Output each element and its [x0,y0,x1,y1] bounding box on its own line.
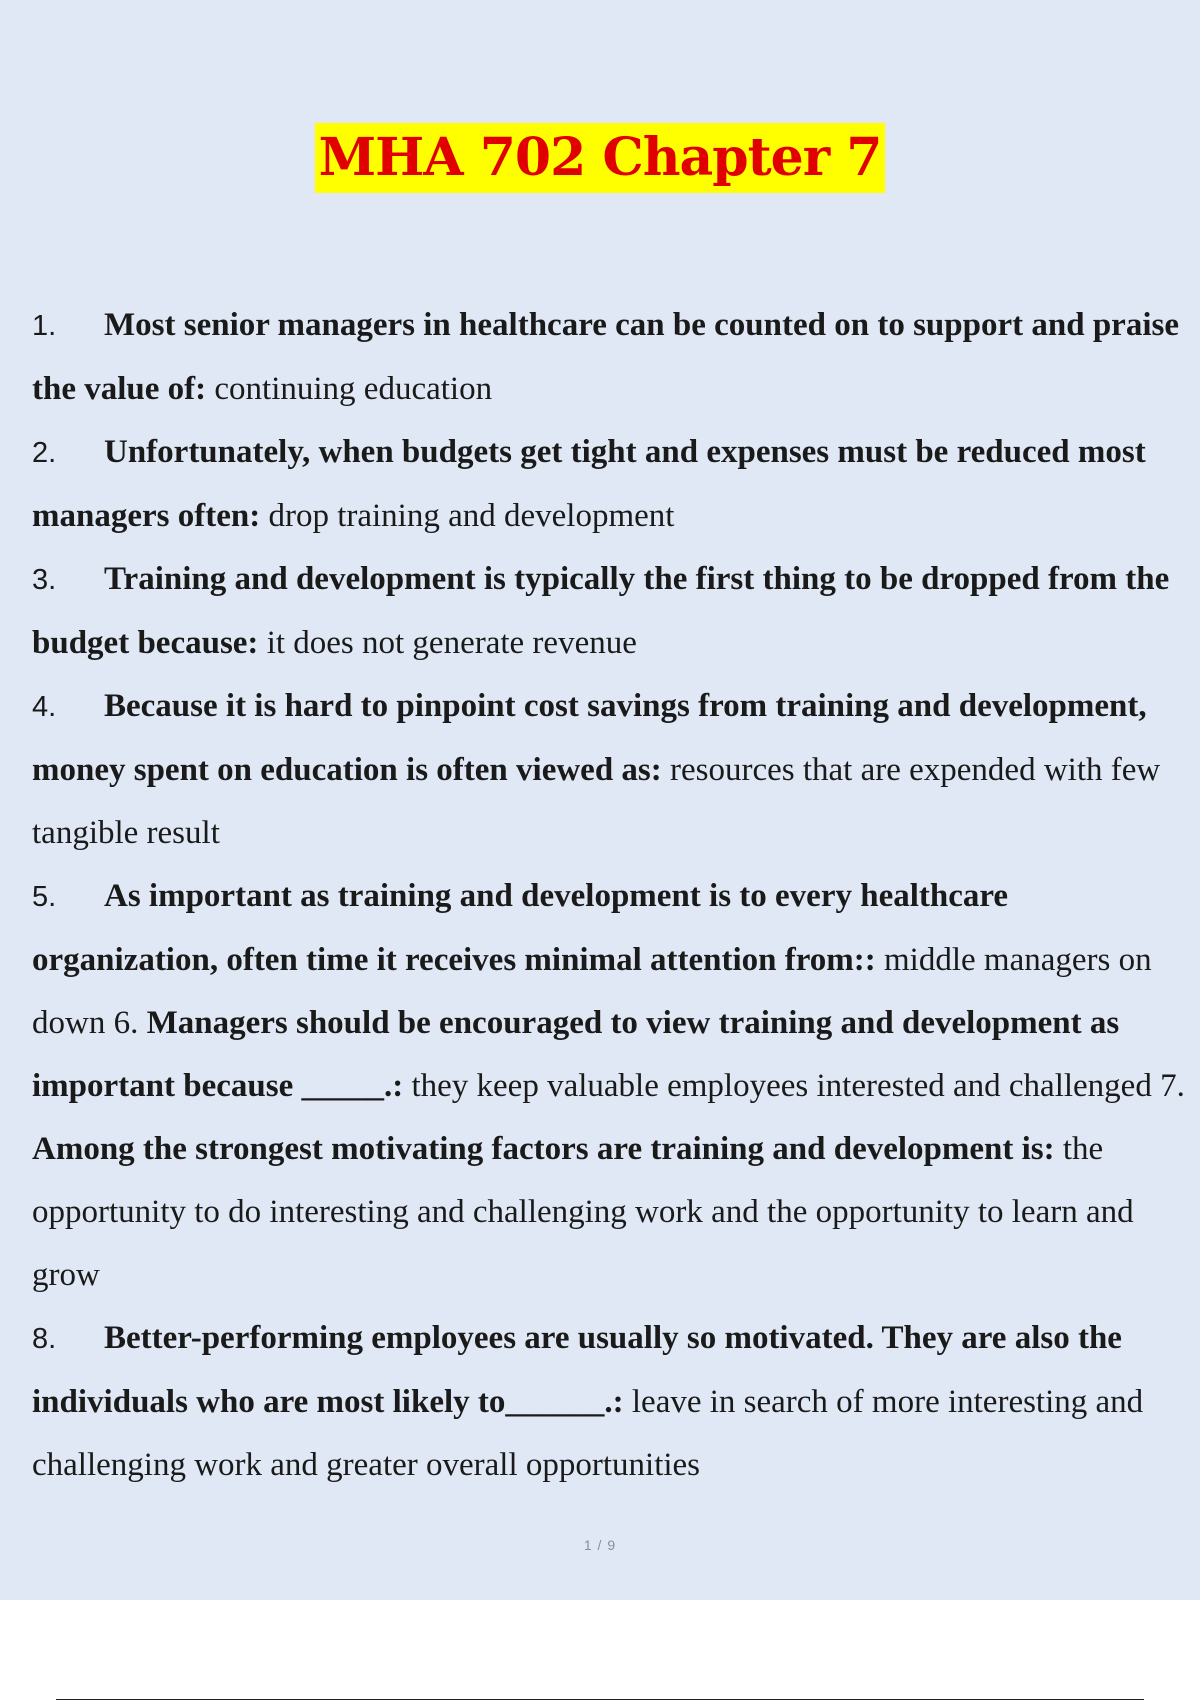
question-text: As important as training and development is to every healthcare organization, often time it receives minimal attention from:: [32,878,1009,978]
question-text: Among the strongest motivating factors are training and development is: [32,1131,1055,1167]
list-item [32,421,1198,548]
answer-text: it does not generate revenue [258,625,637,661]
item-number: 1. [32,310,57,342]
item-number: 2. [32,437,57,469]
question-text: Because it is hard to pinpoint cost savings from training and development, money spent on education is often viewed as: [32,688,1147,788]
list-item [32,675,1198,865]
item-number: 4. [32,691,57,723]
page-title: MHA 702 Chapter 7 [315,123,886,193]
title-wrap [0,123,1200,193]
question-list [32,294,1198,1497]
question-text: Training and development is typically the first thing to be dropped from the budget because: [32,561,1170,661]
question-text: Unfortunately, when budgets get tight and expenses must be reduced most managers often: [32,434,1146,534]
answer-text: leave in search of more interesting and challenging work and greater overall opportunities [32,1384,1144,1483]
list-item [32,865,1198,1307]
answer-text: drop training and development [260,498,675,534]
answer-text: they keep valuable employees interested and challenged 7. [403,1068,1185,1104]
answer-text: the opportunity to do interesting and challenging work and the opportunity to learn and grow [32,1131,1134,1293]
question-text: Better-performing employees are usually so motivated. They are also the individuals who are most likely to______.: [32,1320,1122,1420]
question-text: Most senior managers in healthcare can be counted on to support and praise the value of: [32,307,1179,407]
page-indicator: 1 / 9 [583,1537,617,1553]
question-text: Managers should be encouraged to view training and development as important because _____.: [32,1005,1120,1104]
list-item [32,294,1198,421]
item-number: 5. [32,881,57,913]
answer-text: middle managers on down 6. [32,942,1152,1041]
item-number: 8. [32,1323,57,1355]
item-number: 3. [32,564,57,596]
list-item [32,548,1198,675]
answer-text: resources that are expended with few tangible result [32,752,1161,851]
list-item [32,1307,1198,1497]
answer-text: continuing education [206,371,493,407]
